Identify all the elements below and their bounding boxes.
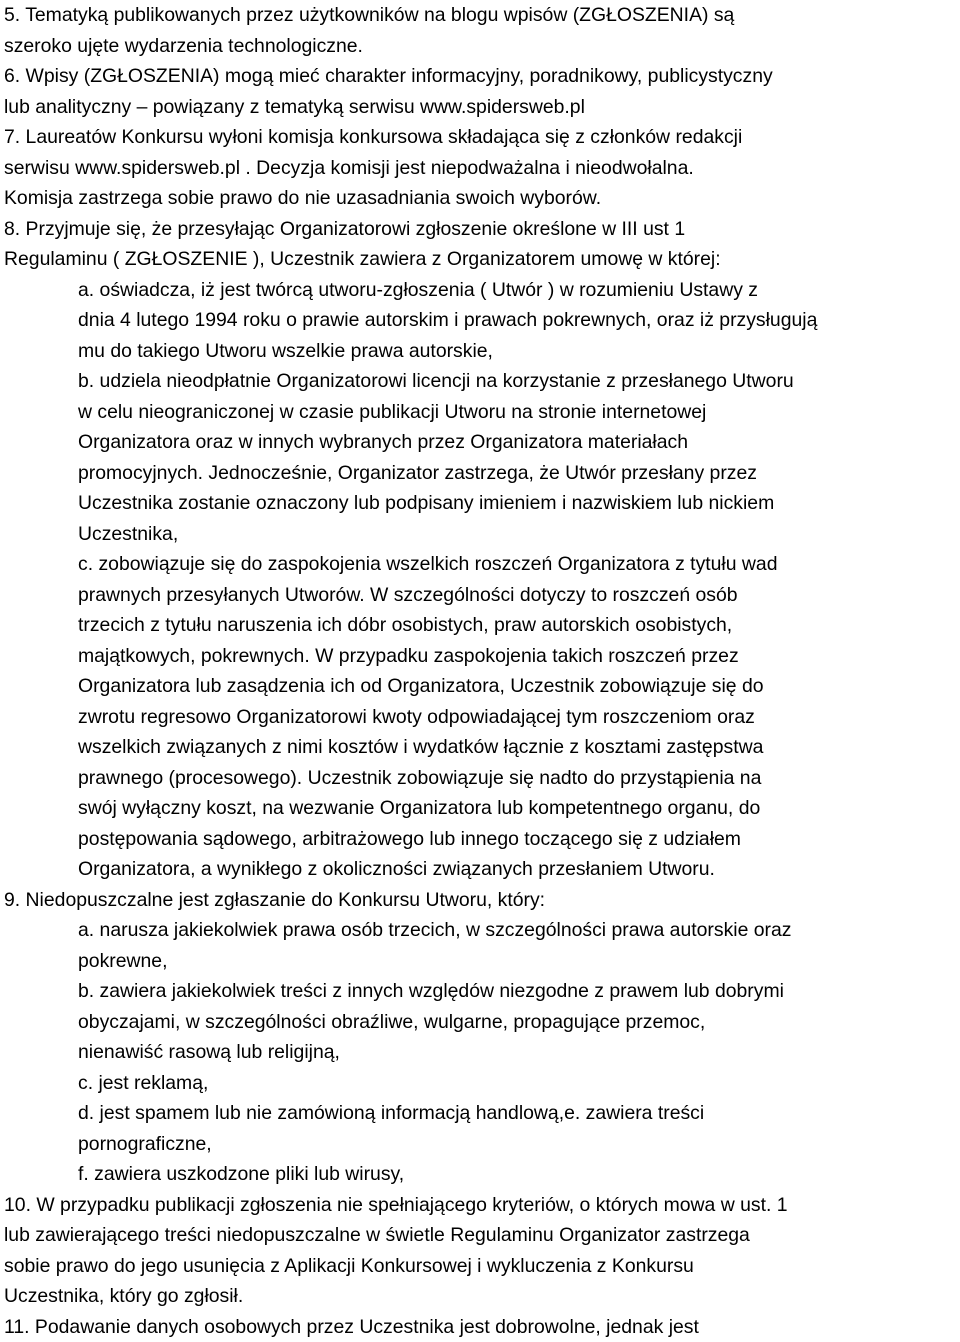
document-line-subitem: c. jest reklamą, xyxy=(4,1068,956,1099)
document-line: Uczestnika, który go zgłosił. xyxy=(4,1281,956,1312)
document-line-subitem: obyczajami, w szczególności obraźliwe, wulgarne, propagujące przemoc, xyxy=(4,1007,956,1038)
document-line-subitem: c. zobowiązuje się do zaspokojenia wszelkich roszczeń Organizatora z tytułu wad xyxy=(4,549,956,580)
document-line: lub analityczny – powiązany z tematyką serwisu www.spidersweb.pl xyxy=(4,92,956,123)
document-line-subitem: majątkowych, pokrewnych. W przypadku zaspokojenia takich roszczeń przez xyxy=(4,641,956,672)
document-line: serwisu www.spidersweb.pl . Decyzja komisji jest niepodważalna i nieodwołalna. xyxy=(4,153,956,184)
document-line: 6. Wpisy (ZGŁOSZENIA) mogą mieć charakter informacyjny, poradnikowy, publicystyczny xyxy=(4,61,956,92)
document-line-subitem: b. zawiera jakiekolwiek treści z innych względów niezgodne z prawem lub dobrymi xyxy=(4,976,956,1007)
document-line: 5. Tematyką publikowanych przez użytkowników na blogu wpisów (ZGŁOSZENIA) są xyxy=(4,0,956,31)
document-line-subitem: pornograficzne, xyxy=(4,1129,956,1160)
document-line-subitem: f. zawiera uszkodzone pliki lub wirusy, xyxy=(4,1159,956,1190)
document-line-subitem: nienawiść rasową lub religijną, xyxy=(4,1037,956,1068)
document-line: 7. Laureatów Konkursu wyłoni komisja konkursowa składająca się z członków redakcji xyxy=(4,122,956,153)
document-line: 11. Podawanie danych osobowych przez Uczestnika jest dobrowolne, jednak jest xyxy=(4,1312,956,1342)
document-line-subitem: swój wyłączny koszt, na wezwanie Organizatora lub kompetentnego organu, do xyxy=(4,793,956,824)
document-line-subitem: prawnych przesyłanych Utworów. W szczególności dotyczy to roszczeń osób xyxy=(4,580,956,611)
document-line-subitem: Uczestnika, xyxy=(4,519,956,550)
document-line: sobie prawo do jego usunięcia z Aplikacji Konkursowej i wykluczenia z Konkursu xyxy=(4,1251,956,1282)
document-line-subitem: postępowania sądowego, arbitrażowego lub innego toczącego się z udziałem xyxy=(4,824,956,855)
document-line-subitem: trzecich z tytułu naruszenia ich dóbr osobistych, praw autorskich osobistych, xyxy=(4,610,956,641)
document-line-subitem: a. narusza jakiekolwiek prawa osób trzecich, w szczególności prawa autorskie oraz xyxy=(4,915,956,946)
document-line: lub zawierającego treści niedopuszczalne w świetle Regulaminu Organizator zastrzega xyxy=(4,1220,956,1251)
document-line-subitem: dnia 4 lutego 1994 roku o prawie autorskim i prawach pokrewnych, oraz iż przysługują xyxy=(4,305,956,336)
document-line: szeroko ujęte wydarzenia technologiczne. xyxy=(4,31,956,62)
document-line-subitem: Organizatora, a wynikłego z okoliczności związanych przesłaniem Utworu. xyxy=(4,854,956,885)
document-line: 9. Niedopuszczalne jest zgłaszanie do Konkursu Utworu, który: xyxy=(4,885,956,916)
document-line-subitem: w celu nieograniczonej w czasie publikacji Utworu na stronie internetowej xyxy=(4,397,956,428)
regulations-text xyxy=(4,0,956,1342)
document-line-subitem: Uczestnika zostanie oznaczony lub podpisany imieniem i nazwiskiem lub nickiem xyxy=(4,488,956,519)
document-line-subitem: a. oświadcza, iż jest twórcą utworu-zgłoszenia ( Utwór ) w rozumieniu Ustawy z xyxy=(4,275,956,306)
document-line-subitem: prawnego (procesowego). Uczestnik zobowiązuje się nadto do przystąpienia na xyxy=(4,763,956,794)
document-line-subitem: mu do takiego Utworu wszelkie prawa autorskie, xyxy=(4,336,956,367)
document-line-subitem: zwrotu regresowo Organizatorowi kwoty odpowiadającej tym roszczeniom oraz xyxy=(4,702,956,733)
document-line-subitem: promocyjnych. Jednocześnie, Organizator zastrzega, że Utwór przesłany przez xyxy=(4,458,956,489)
document-line-subitem: wszelkich związanych z nimi kosztów i wydatków łącznie z kosztami zastępstwa xyxy=(4,732,956,763)
document-line: 8. Przyjmuje się, że przesyłając Organizatorowi zgłoszenie określone w III ust 1 xyxy=(4,214,956,245)
document-line-subitem: d. jest spamem lub nie zamówioną informacją handlową,e. zawiera treści xyxy=(4,1098,956,1129)
document-line: Regulaminu ( ZGŁOSZENIE ), Uczestnik zawiera z Organizatorem umowę w której: xyxy=(4,244,956,275)
document-line-subitem: pokrewne, xyxy=(4,946,956,977)
document-line: 10. W przypadku publikacji zgłoszenia nie spełniającego kryteriów, o których mowa w ust. 1 xyxy=(4,1190,956,1221)
document-line: Komisja zastrzega sobie prawo do nie uzasadniania swoich wyborów. xyxy=(4,183,956,214)
document-line-subitem: Organizatora oraz w innych wybranych przez Organizatora materiałach xyxy=(4,427,956,458)
document-line-subitem: b. udziela nieodpłatnie Organizatorowi licencji na korzystanie z przesłanego Utworu xyxy=(4,366,956,397)
document-line-subitem: Organizatora lub zasądzenia ich od Organizatora, Uczestnik zobowiązuje się do xyxy=(4,671,956,702)
